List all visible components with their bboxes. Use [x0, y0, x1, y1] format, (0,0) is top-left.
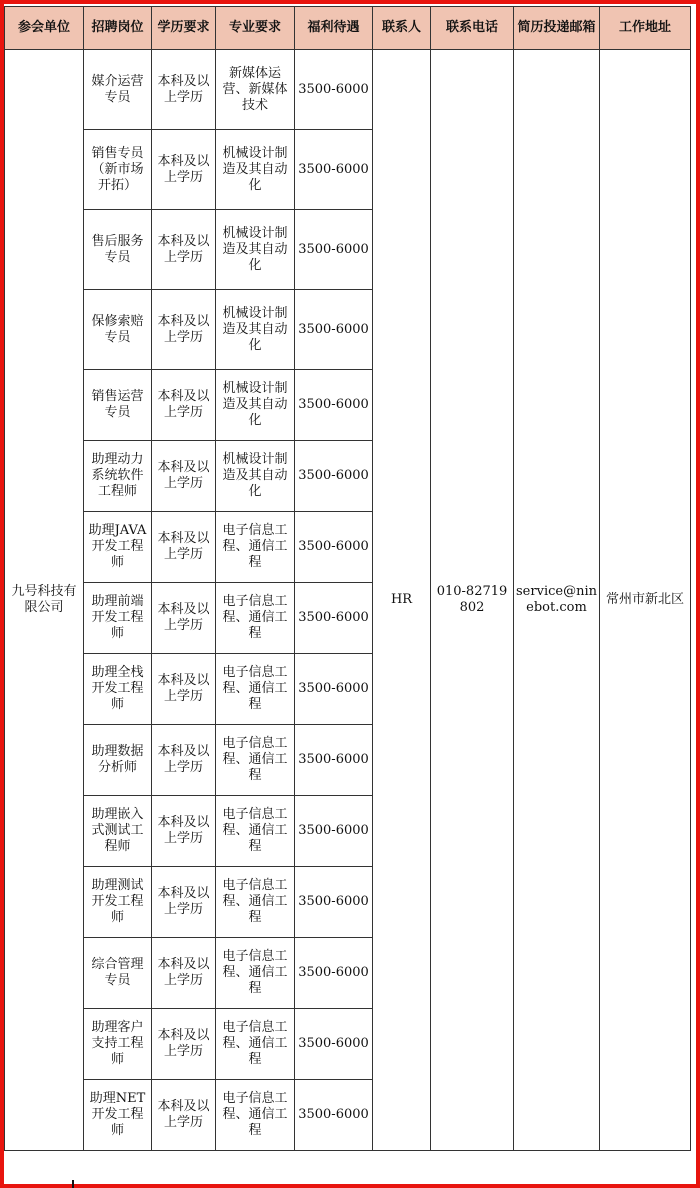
contact-cell: HR [373, 50, 431, 1151]
education-cell: 本科及以上学历 [152, 210, 216, 290]
salary-cell: 3500-6000 [295, 1080, 373, 1151]
education-cell: 本科及以上学历 [152, 50, 216, 130]
header-email: 简历投递邮箱 [514, 7, 600, 50]
salary-cell: 3500-6000 [295, 50, 373, 130]
salary-cell: 3500-6000 [295, 370, 373, 441]
salary-cell: 3500-6000 [295, 290, 373, 370]
major-cell: 电子信息工程、通信工程 [216, 1080, 295, 1151]
major-cell: 新媒体运营、新媒体技术 [216, 50, 295, 130]
header-company: 参会单位 [5, 7, 84, 50]
position-cell: 助理JAVA开发工程师 [84, 512, 152, 583]
education-cell: 本科及以上学历 [152, 725, 216, 796]
position-cell: 助理嵌入式测试工程师 [84, 796, 152, 867]
major-cell: 电子信息工程、通信工程 [216, 583, 295, 654]
recruitment-table [4, 6, 691, 1151]
education-cell: 本科及以上学历 [152, 867, 216, 938]
phone-cell: 010-82719802 [431, 50, 514, 1151]
header-address: 工作地址 [600, 7, 691, 50]
major-cell: 电子信息工程、通信工程 [216, 1009, 295, 1080]
major-cell: 机械设计制造及其自动化 [216, 290, 295, 370]
salary-cell: 3500-6000 [295, 210, 373, 290]
education-cell: 本科及以上学历 [152, 583, 216, 654]
education-cell: 本科及以上学历 [152, 370, 216, 441]
position-cell: 综合管理专员 [84, 938, 152, 1009]
header-position: 招聘岗位 [84, 7, 152, 50]
position-cell: 销售运营专员 [84, 370, 152, 441]
major-cell: 电子信息工程、通信工程 [216, 938, 295, 1009]
position-cell: 媒介运营专员 [84, 50, 152, 130]
education-cell: 本科及以上学历 [152, 512, 216, 583]
header-contact: 联系人 [373, 7, 431, 50]
header-salary: 福利待遇 [295, 7, 373, 50]
salary-cell: 3500-6000 [295, 512, 373, 583]
education-cell: 本科及以上学历 [152, 130, 216, 210]
salary-cell: 3500-6000 [295, 796, 373, 867]
education-cell: 本科及以上学历 [152, 938, 216, 1009]
position-cell: 助理数据分析师 [84, 725, 152, 796]
position-cell: 助理全栈开发工程师 [84, 654, 152, 725]
major-cell: 电子信息工程、通信工程 [216, 654, 295, 725]
major-cell: 机械设计制造及其自动化 [216, 441, 295, 512]
salary-cell: 3500-6000 [295, 130, 373, 210]
table-row [5, 50, 691, 130]
position-cell: 销售专员（新市场开拓） [84, 130, 152, 210]
salary-cell: 3500-6000 [295, 1009, 373, 1080]
major-cell: 电子信息工程、通信工程 [216, 512, 295, 583]
header-phone: 联系电话 [431, 7, 514, 50]
salary-cell: 3500-6000 [295, 867, 373, 938]
major-cell: 机械设计制造及其自动化 [216, 130, 295, 210]
email-cell[interactable]: service@ninebot.com [514, 50, 600, 1151]
position-cell: 助理动力系统软件工程师 [84, 441, 152, 512]
header-major: 专业要求 [216, 7, 295, 50]
salary-cell: 3500-6000 [295, 654, 373, 725]
major-cell: 机械设计制造及其自动化 [216, 370, 295, 441]
major-cell: 机械设计制造及其自动化 [216, 210, 295, 290]
education-cell: 本科及以上学历 [152, 441, 216, 512]
header-education: 学历要求 [152, 7, 216, 50]
education-cell: 本科及以上学历 [152, 1080, 216, 1151]
salary-cell: 3500-6000 [295, 583, 373, 654]
address-cell: 常州市新北区 [600, 50, 691, 1151]
page-edge-mark [72, 1180, 74, 1188]
education-cell: 本科及以上学历 [152, 1009, 216, 1080]
salary-cell: 3500-6000 [295, 441, 373, 512]
major-cell: 电子信息工程、通信工程 [216, 796, 295, 867]
position-cell: 保修索赔专员 [84, 290, 152, 370]
education-cell: 本科及以上学历 [152, 290, 216, 370]
education-cell: 本科及以上学历 [152, 796, 216, 867]
header-row [5, 7, 691, 50]
position-cell: 助理前端开发工程师 [84, 583, 152, 654]
company-cell: 九号科技有限公司 [5, 50, 84, 1151]
position-cell: 助理测试开发工程师 [84, 867, 152, 938]
position-cell: 售后服务专员 [84, 210, 152, 290]
salary-cell: 3500-6000 [295, 938, 373, 1009]
major-cell: 电子信息工程、通信工程 [216, 725, 295, 796]
position-cell: 助理客户支持工程师 [84, 1009, 152, 1080]
major-cell: 电子信息工程、通信工程 [216, 867, 295, 938]
education-cell: 本科及以上学历 [152, 654, 216, 725]
position-cell: 助理NET开发工程师 [84, 1080, 152, 1151]
salary-cell: 3500-6000 [295, 725, 373, 796]
